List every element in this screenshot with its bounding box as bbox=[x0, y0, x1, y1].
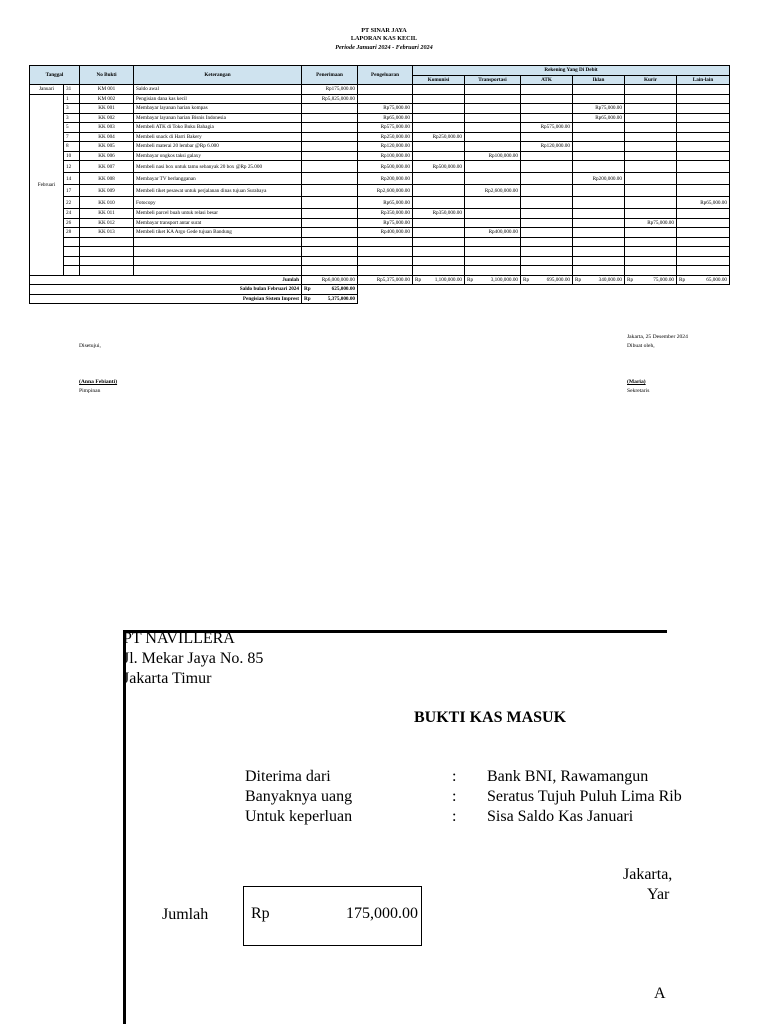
cell-date: 24 bbox=[64, 209, 80, 219]
cell-kur bbox=[625, 209, 677, 219]
cell-atk bbox=[521, 113, 573, 123]
cell-kom: Rp350,000.00 bbox=[413, 209, 465, 219]
cell-kom: Rp500,000.00 bbox=[413, 161, 465, 173]
cell-kur bbox=[625, 185, 677, 197]
cell-date: 5 bbox=[64, 123, 80, 133]
receipt-title: BUKTI KAS MASUK bbox=[414, 709, 567, 726]
cell-kur bbox=[625, 94, 677, 104]
cell-pgl: Rp75,000.00 bbox=[358, 104, 413, 114]
month-cell: Januari bbox=[30, 85, 64, 95]
cell-pen bbox=[302, 197, 358, 209]
cell-pgl: Rp200,000.00 bbox=[358, 173, 413, 185]
cell-description: Membeli ATK di Toko Buku Bahagia bbox=[134, 123, 302, 133]
table-row bbox=[30, 142, 730, 152]
cell-kom bbox=[413, 218, 465, 228]
imprest-row bbox=[30, 294, 730, 304]
cell-lain bbox=[677, 123, 730, 133]
cell-pen bbox=[302, 228, 358, 238]
header-kurir: Kurir bbox=[625, 75, 677, 85]
cell-ikl bbox=[573, 161, 625, 173]
cell-voucher: KK 004 bbox=[80, 132, 134, 142]
totals-lain: Rp 65,000.00 bbox=[677, 275, 730, 285]
cell-description: Membayar ongkos taksi galaxy bbox=[134, 151, 302, 161]
cell-tra bbox=[465, 218, 521, 228]
cell-ikl bbox=[573, 85, 625, 95]
receipt-left-border bbox=[123, 630, 126, 1024]
cell-tra: Rp400,000.00 bbox=[465, 228, 521, 238]
table-row bbox=[30, 161, 730, 173]
cell-atk bbox=[521, 161, 573, 173]
cell-kom bbox=[413, 94, 465, 104]
cell-pgl: Rp75,000.00 bbox=[358, 218, 413, 228]
receipt-city: Jakarta, bbox=[623, 866, 673, 883]
cell-lain bbox=[677, 132, 730, 142]
cell-date: 17 bbox=[64, 185, 80, 197]
cell-pen bbox=[302, 123, 358, 133]
report-title: LAPORAN KAS KECIL bbox=[350, 35, 418, 42]
header-komunikasi: Komunisi bbox=[413, 75, 465, 85]
cell-pen bbox=[302, 151, 358, 161]
cell-pen bbox=[302, 132, 358, 142]
cell-voucher: KK 013 bbox=[80, 228, 134, 238]
cell-kur bbox=[625, 85, 677, 95]
header-lain: Lain-lain bbox=[677, 75, 730, 85]
cell-kur bbox=[625, 142, 677, 152]
cell-pgl: Rp400,000.00 bbox=[358, 228, 413, 238]
blank-row bbox=[30, 247, 730, 257]
cell-tra bbox=[465, 142, 521, 152]
petty-cash-table bbox=[29, 65, 730, 304]
cell-atk bbox=[521, 151, 573, 161]
cell-pen bbox=[302, 173, 358, 185]
cell-atk: Rp120,000.00 bbox=[521, 142, 573, 152]
header-penerimaan: Penerimaan bbox=[302, 66, 358, 85]
cell-date: 3 bbox=[64, 104, 80, 114]
signer2-name: (Maria) bbox=[627, 379, 646, 385]
cell-voucher: KK 012 bbox=[80, 218, 134, 228]
cell-pgl: Rp65,000.00 bbox=[358, 113, 413, 123]
cell-pen bbox=[302, 185, 358, 197]
cell-ikl bbox=[573, 151, 625, 161]
header-rekening: Rekening Yang Di Debit bbox=[413, 66, 730, 76]
cell-ikl bbox=[573, 209, 625, 219]
cell-kom bbox=[413, 151, 465, 161]
cell-date: 7 bbox=[64, 132, 80, 142]
table-row bbox=[30, 104, 730, 114]
table-row bbox=[30, 173, 730, 185]
cell-tra bbox=[465, 132, 521, 142]
table-row bbox=[30, 123, 730, 133]
field-value-amount: Seratus Tujuh Puluh Lima Rib bbox=[487, 788, 682, 805]
field-label-purpose: Untuk keperluan bbox=[245, 808, 353, 825]
cell-voucher: KK 008 bbox=[80, 173, 134, 185]
month-cell: Februari bbox=[30, 94, 64, 275]
cell-date: 12 bbox=[64, 161, 80, 173]
cell-tra bbox=[465, 209, 521, 219]
cell-kur: Rp75,000.00 bbox=[625, 218, 677, 228]
cell-lain bbox=[677, 85, 730, 95]
field-label-amount: Banyaknya uang bbox=[245, 788, 353, 805]
cell-pgl: Rp120,000.00 bbox=[358, 142, 413, 152]
cell-lain bbox=[677, 94, 730, 104]
receipt-company: PT NAVILLERA bbox=[123, 630, 235, 647]
cell-kom: Rp250,000.00 bbox=[413, 132, 465, 142]
header-atk: ATK bbox=[521, 75, 573, 85]
cell-ikl: Rp75,000.00 bbox=[573, 104, 625, 114]
totals-transportasi: Rp 3,100,000.00 bbox=[465, 275, 521, 285]
cell-kur bbox=[625, 113, 677, 123]
table-row bbox=[30, 209, 730, 219]
cell-lain bbox=[677, 209, 730, 219]
saldo-value: Rp 625,000.00 bbox=[302, 285, 358, 295]
cell-pen bbox=[302, 161, 358, 173]
cell-tra bbox=[465, 197, 521, 209]
field-value-from: Bank BNI, Rawamangun bbox=[487, 768, 649, 785]
cell-pgl: Rp100,000.00 bbox=[358, 151, 413, 161]
cell-description: Membayar layanan harian Bisnis Indonesia bbox=[134, 113, 302, 123]
amount-value: 175,000.00 bbox=[346, 905, 418, 922]
cell-pgl: Rp500,000.00 bbox=[358, 161, 413, 173]
cell-date: 1 bbox=[64, 94, 80, 104]
cell-atk bbox=[521, 94, 573, 104]
cell-kom bbox=[413, 173, 465, 185]
amount-box bbox=[243, 886, 422, 946]
header-iklan: Iklan bbox=[573, 75, 625, 85]
cell-lain bbox=[677, 228, 730, 238]
cell-description: Pengisian dana kas kecil bbox=[134, 94, 302, 104]
table-row bbox=[30, 113, 730, 123]
totals-komunikasi: Rp 1,100,000.00 bbox=[413, 275, 465, 285]
totals-kurir: Rp 75,000.00 bbox=[625, 275, 677, 285]
saldo-label: Saldo bulan Februari 2024 bbox=[30, 285, 302, 295]
company-name: PT SINAR JAYA bbox=[361, 27, 407, 34]
cell-ikl bbox=[573, 132, 625, 142]
imprest-label: Pengisian Sistem Imprest bbox=[30, 294, 302, 304]
cell-date: 8 bbox=[64, 142, 80, 152]
cell-pgl: Rp250,000.00 bbox=[358, 132, 413, 142]
table-row bbox=[30, 218, 730, 228]
cell-ikl bbox=[573, 197, 625, 209]
cell-ikl bbox=[573, 142, 625, 152]
cell-tra bbox=[465, 173, 521, 185]
cell-kur bbox=[625, 228, 677, 238]
cell-ikl bbox=[573, 218, 625, 228]
cell-description: Membeli materai 20 lembar @Rp 6.000 bbox=[134, 142, 302, 152]
cell-pgl bbox=[358, 85, 413, 95]
jumlah-label: Jumlah bbox=[162, 906, 209, 923]
field-colon-amount: : bbox=[452, 788, 457, 805]
cell-tra: Rp100,000.00 bbox=[465, 151, 521, 161]
cell-voucher: KK 011 bbox=[80, 209, 134, 219]
imprest-value: Rp 5,375,000.00 bbox=[302, 294, 358, 304]
header-transportasi: Transportasi bbox=[465, 75, 521, 85]
cell-tra bbox=[465, 85, 521, 95]
cell-atk bbox=[521, 132, 573, 142]
cell-voucher: KM 002 bbox=[80, 94, 134, 104]
cell-date: 14 bbox=[64, 173, 80, 185]
cell-atk bbox=[521, 85, 573, 95]
cell-lain: Rp65,000.00 bbox=[677, 197, 730, 209]
cell-kur bbox=[625, 123, 677, 133]
approved-label: Disetujui, bbox=[79, 343, 101, 349]
cell-voucher: KK 010 bbox=[80, 197, 134, 209]
cell-voucher: KK 006 bbox=[80, 151, 134, 161]
cell-voucher: KK 001 bbox=[80, 104, 134, 114]
cell-voucher: KK 009 bbox=[80, 185, 134, 197]
cell-description: Membayar TV berlangganan bbox=[134, 173, 302, 185]
cell-pgl: Rp575,000.00 bbox=[358, 123, 413, 133]
amount-currency: Rp bbox=[251, 905, 270, 922]
cell-voucher: KK 007 bbox=[80, 161, 134, 173]
cell-description: Membeli nasi box untuk tamu sebanyak 20 box @Rp 25.000 bbox=[134, 161, 302, 173]
cell-pgl: Rp65,000.00 bbox=[358, 197, 413, 209]
cell-pen bbox=[302, 142, 358, 152]
receipt-bottom-text: A bbox=[654, 985, 666, 1002]
cell-pen bbox=[302, 113, 358, 123]
cell-kur bbox=[625, 197, 677, 209]
cell-date: 31 bbox=[64, 85, 80, 95]
cell-pgl: Rp2,600,000.00 bbox=[358, 185, 413, 197]
cell-atk bbox=[521, 218, 573, 228]
table-row bbox=[30, 185, 730, 197]
cell-atk bbox=[521, 197, 573, 209]
cell-pen bbox=[302, 218, 358, 228]
cell-atk bbox=[521, 209, 573, 219]
cell-description: Membeli tiket pesawat untuk perjalanan dinas tujuan Surabaya bbox=[134, 185, 302, 197]
signer1-name: (Anna Febianti) bbox=[79, 379, 118, 385]
cell-kur bbox=[625, 161, 677, 173]
cell-tra bbox=[465, 94, 521, 104]
table-row bbox=[30, 197, 730, 209]
cell-description: Membeli snack di Harri Bakery bbox=[134, 132, 302, 142]
cell-kur bbox=[625, 173, 677, 185]
cell-lain bbox=[677, 185, 730, 197]
blank-row bbox=[30, 266, 730, 276]
cell-ikl bbox=[573, 228, 625, 238]
totals-iklan: Rp 340,000.00 bbox=[573, 275, 625, 285]
table-row bbox=[30, 132, 730, 142]
cell-pen: Rp175,000.00 bbox=[302, 85, 358, 95]
totals-pengeluaran: Rp5,375,000.00 bbox=[358, 275, 413, 285]
receipt-section bbox=[0, 628, 768, 1024]
cell-date: 10 bbox=[64, 151, 80, 161]
table-row bbox=[30, 94, 730, 104]
cell-lain bbox=[677, 173, 730, 185]
cell-ikl bbox=[573, 94, 625, 104]
cell-pen bbox=[302, 209, 358, 219]
field-label-from: Diterima dari bbox=[245, 768, 331, 785]
cell-voucher: KK 003 bbox=[80, 123, 134, 133]
cell-lain bbox=[677, 142, 730, 152]
cell-description: Membeli parcel buah untuk relasi besar bbox=[134, 209, 302, 219]
cell-description: Membayar layanan harian kompas bbox=[134, 104, 302, 114]
cell-date: 22 bbox=[64, 197, 80, 209]
cell-kom bbox=[413, 104, 465, 114]
cell-kur bbox=[625, 104, 677, 114]
cell-lain bbox=[677, 104, 730, 114]
cell-kom bbox=[413, 113, 465, 123]
field-colon-from: : bbox=[452, 768, 457, 785]
cell-pgl bbox=[358, 94, 413, 104]
cell-atk bbox=[521, 185, 573, 197]
cell-description: Fotocopy bbox=[134, 197, 302, 209]
receipt-ya: Yar bbox=[647, 886, 670, 903]
totals-penerimaan: Rp6,000,000.00 bbox=[302, 275, 358, 285]
totals-row bbox=[30, 275, 730, 285]
cell-description: Saldo awal bbox=[134, 85, 302, 95]
cell-tra: Rp2,600,000.00 bbox=[465, 185, 521, 197]
receipt-address1: Jl. Mekar Jaya No. 85 bbox=[123, 650, 264, 667]
field-value-purpose: Sisa Saldo Kas Januari bbox=[487, 808, 634, 825]
cell-voucher: KK 002 bbox=[80, 113, 134, 123]
cell-kom bbox=[413, 85, 465, 95]
table-row bbox=[30, 85, 730, 95]
cell-lain bbox=[677, 161, 730, 173]
cell-kom bbox=[413, 142, 465, 152]
made-by-label: Dibuat oleh, bbox=[627, 343, 655, 349]
cell-atk: Rp575,000.00 bbox=[521, 123, 573, 133]
cell-pen bbox=[302, 104, 358, 114]
cell-atk bbox=[521, 104, 573, 114]
header-tanggal: Tanggal bbox=[30, 66, 80, 85]
blank-row bbox=[30, 256, 730, 266]
blank-row bbox=[30, 237, 730, 247]
cell-kom bbox=[413, 228, 465, 238]
cell-lain bbox=[677, 113, 730, 123]
cell-ikl bbox=[573, 185, 625, 197]
place-date: Jakarta, 25 Desember 2024 bbox=[627, 334, 688, 340]
header-pengeluaran: Pengeluaran bbox=[358, 66, 413, 85]
cell-tra bbox=[465, 104, 521, 114]
cell-kom bbox=[413, 185, 465, 197]
cell-ikl: Rp200,000.00 bbox=[573, 173, 625, 185]
saldo-row bbox=[30, 285, 730, 295]
report-period: Periode Januari 2024 - Februari 2024 bbox=[335, 44, 433, 51]
cell-atk bbox=[521, 173, 573, 185]
cell-voucher: KM 001 bbox=[80, 85, 134, 95]
header-keterangan: Keterangan bbox=[134, 66, 302, 85]
totals-atk: Rp 695,000.00 bbox=[521, 275, 573, 285]
cell-ikl: Rp65,000.00 bbox=[573, 113, 625, 123]
signer1-role: Pimpinan bbox=[79, 388, 101, 394]
cell-description: Membeli tiket KA Argo Gede tujuan Bandung bbox=[134, 228, 302, 238]
cell-pen: Rp5,825,000.00 bbox=[302, 94, 358, 104]
cell-voucher: KK 005 bbox=[80, 142, 134, 152]
cell-kom bbox=[413, 197, 465, 209]
cell-atk bbox=[521, 228, 573, 238]
receipt-address2: Jakarta Timur bbox=[123, 670, 212, 687]
header-no-bukti: No Bukti bbox=[80, 66, 134, 85]
cell-kom bbox=[413, 123, 465, 133]
cell-kur bbox=[625, 151, 677, 161]
table-row bbox=[30, 228, 730, 238]
cell-pgl: Rp350,000.00 bbox=[358, 209, 413, 219]
signer2-role: Sekretaris bbox=[627, 388, 650, 394]
field-colon-purpose: : bbox=[452, 808, 457, 825]
cell-date: 3 bbox=[64, 113, 80, 123]
cell-lain bbox=[677, 151, 730, 161]
cell-date: 28 bbox=[64, 228, 80, 238]
cell-tra bbox=[465, 161, 521, 173]
cell-date: 26 bbox=[64, 218, 80, 228]
cell-lain bbox=[677, 218, 730, 228]
table-row bbox=[30, 151, 730, 161]
cell-tra bbox=[465, 113, 521, 123]
totals-label: Jumlah bbox=[30, 275, 302, 285]
cell-description: Membayar transport antar surat bbox=[134, 218, 302, 228]
cell-tra bbox=[465, 123, 521, 133]
cell-ikl bbox=[573, 123, 625, 133]
cell-kur bbox=[625, 132, 677, 142]
